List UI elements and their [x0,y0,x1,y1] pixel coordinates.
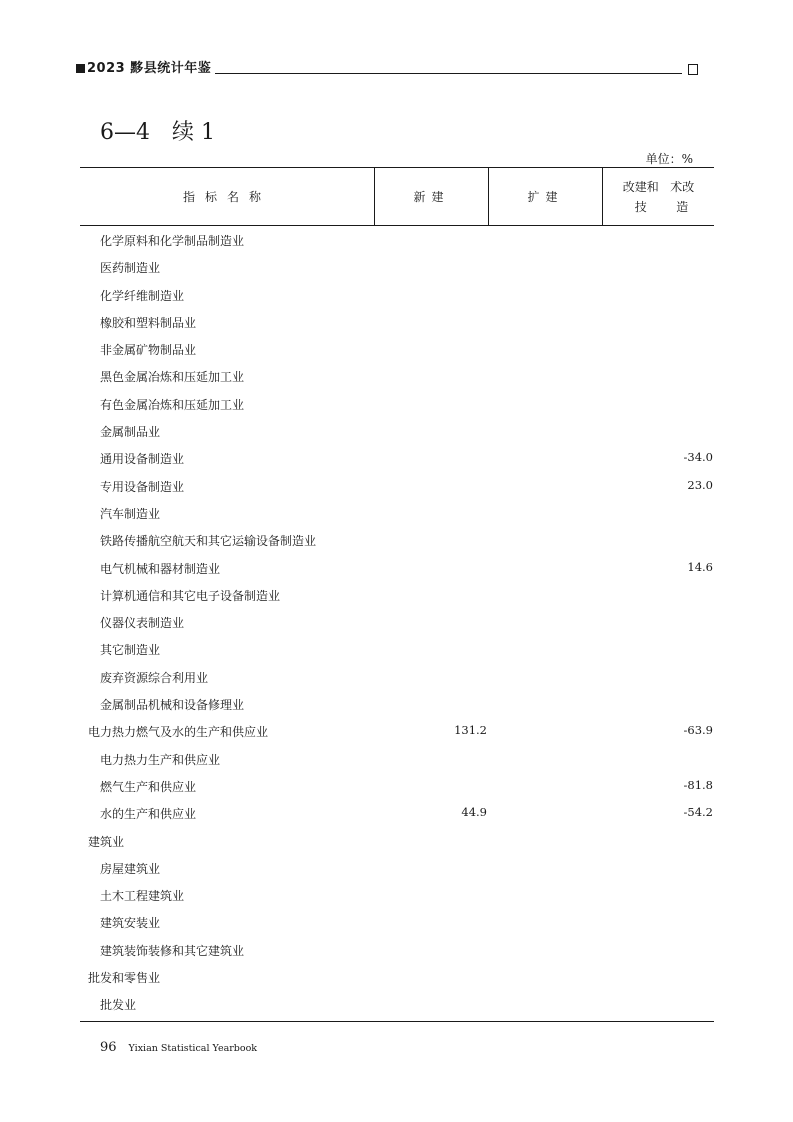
table-body [80,226,714,1018]
table-row [80,554,714,581]
row-indicator-name: 建筑装饰装修和其它建筑业 [100,943,245,958]
row-indicator-name: 有色金属冶炼和压延加工业 [100,397,245,412]
row-value-new: 131.2 [454,723,487,738]
table-row [80,690,714,717]
table-row [80,663,714,690]
row-indicator-name: 电力热力生产和供应业 [100,752,221,767]
row-value-rebuild: -63.9 [683,723,713,738]
table-row [80,444,714,471]
row-indicator-name: 黑色金属冶炼和压延加工业 [100,370,245,385]
row-indicator-name: 土木工程建筑业 [100,889,185,904]
row-indicator-name: 建筑业 [88,834,125,849]
row-indicator-name: 专用设备制造业 [100,479,185,494]
table-row [80,908,714,935]
column-header-expand: 扩建 [488,168,602,225]
table-row [80,499,714,526]
table-row [80,335,714,362]
row-indicator-name: 电气机械和器材制造业 [100,561,221,576]
column-header-rebuild-line1: 改建和技 [622,179,659,214]
row-indicator-name: 化学原料和化学制品制造业 [100,234,245,248]
row-indicator-name: 水的生产和供应业 [100,807,197,822]
yearbook-title: 2023 黟县统计年鉴 [87,61,212,76]
row-value-rebuild: -54.2 [683,805,713,820]
table-row [80,635,714,662]
table-row [80,963,714,990]
row-value-rebuild: -34.0 [683,450,713,465]
publication-name: Yixian Statistical Yearbook [128,1043,258,1054]
table-row [80,772,714,799]
row-value-rebuild: 23.0 [687,477,713,492]
row-indicator-name: 批发业 [100,998,137,1013]
row-indicator-name: 金属制品机械和设备修理业 [100,698,245,713]
table-row [80,717,714,744]
table-row [80,281,714,308]
table-row [80,827,714,854]
row-indicator-name: 燃气生产和供应业 [100,779,197,794]
row-indicator-name: 批发和零售业 [88,971,161,986]
column-header-rebuild-line2: 术改造 [670,179,695,214]
row-indicator-name: 计算机通信和其它电子设备制造业 [100,588,281,603]
page-number: 96 [100,1040,117,1055]
table-row [80,990,714,1017]
row-indicator-name: 非金属矿物制品业 [100,343,197,358]
row-indicator-name: 废弃资源综合利用业 [100,670,209,685]
table-row [80,936,714,963]
header-square-mark [76,64,85,73]
table-bottom-rule [80,1021,714,1022]
row-indicator-name: 橡胶和塑料制品业 [100,315,197,330]
row-indicator-name: 房屋建筑业 [100,861,161,876]
row-value-new: 44.9 [461,805,487,820]
table-row [80,226,714,253]
table-row [80,608,714,635]
table-row [80,417,714,444]
table-row [80,581,714,608]
row-indicator-name: 化学纤维制造业 [100,288,185,303]
row-indicator-name: 汽车制造业 [100,506,161,521]
row-indicator-name: 铁路传播航空航天和其它运输设备制造业 [100,534,317,549]
header-box-icon [688,64,698,75]
column-header-indicator: 指标名称 [182,190,271,204]
table-row [80,390,714,417]
row-indicator-name: 建筑安装业 [100,916,161,931]
table-row [80,799,714,826]
row-indicator-name: 金属制品业 [100,425,161,440]
table-title: 6—4 续 1 [100,120,215,145]
header-rule [215,73,682,74]
row-value-rebuild: -81.8 [683,777,713,792]
table-row [80,253,714,280]
row-value-rebuild: 14.6 [687,559,713,574]
table-row [80,854,714,881]
column-header-new: 新建 [374,168,488,225]
row-indicator-name: 通用设备制造业 [100,452,185,467]
column-header-rebuild [602,168,714,225]
table-header [80,167,714,226]
table-row [80,745,714,772]
running-header [76,58,698,76]
page-footer [100,1040,257,1055]
table-row [80,881,714,908]
table-row [80,472,714,499]
row-indicator-name: 电力热力燃气及水的生产和供应业 [88,725,269,740]
unit-label: 单位：% [645,152,693,166]
table-row [80,308,714,335]
row-indicator-name: 其它制造业 [100,643,161,658]
row-indicator-name: 仪器仪表制造业 [100,616,185,631]
table-row [80,526,714,553]
table-row [80,362,714,389]
row-indicator-name: 医药制造业 [100,261,161,276]
